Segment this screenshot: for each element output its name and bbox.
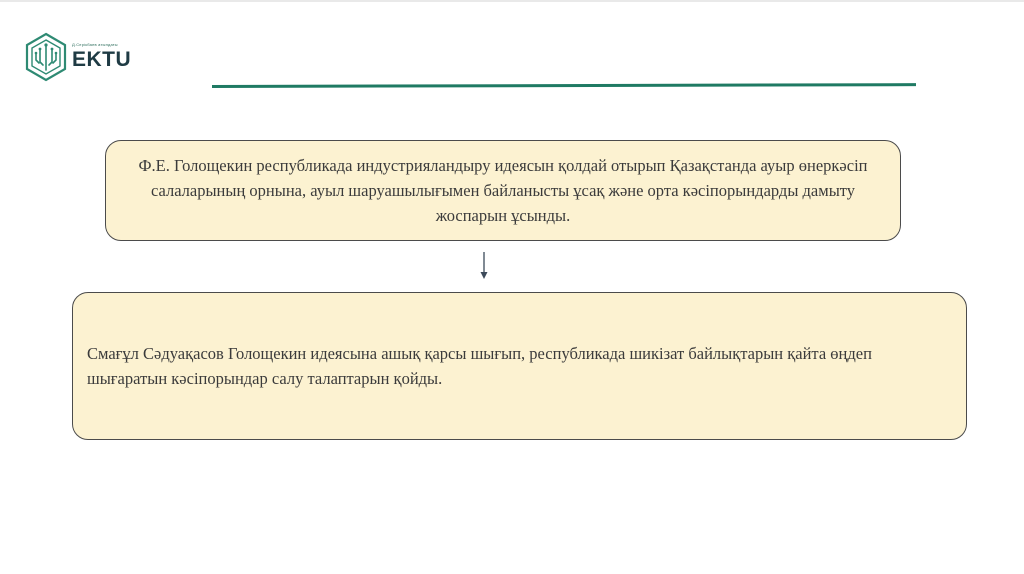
statement-text-sadvakasov: Смағұл Сәдуақасов Голощекин идеясына ашық қарсы шығып, республикада шикізат байлықтарын қайта өңдеп шығаратын кәсіпорындар салу талаптарын қойды.	[87, 344, 872, 388]
statement-text-golosheckin: Ф.Е. Голощекин республикада индустрияландыру идеясын қолдай отырып Қазақстанда ауыр өнеркәсіп салаларының орнына, ауыл шаруашылығымен байланысты ұсақ және орта кәсіпорындарды дамыту жоспарын ұсынды.	[138, 156, 868, 225]
ektu-emblem-icon	[24, 32, 68, 82]
header-divider	[212, 83, 916, 88]
logo-title: EKTU	[72, 48, 132, 71]
arrow-down-icon	[479, 252, 489, 280]
top-edge-line	[0, 0, 1024, 2]
ektu-logo	[24, 32, 142, 82]
statement-box-sadvakasov	[72, 292, 967, 440]
statement-box-golosheckin	[105, 140, 901, 241]
logo-subtitle: Д.Серікбаев атындағы	[72, 42, 118, 47]
